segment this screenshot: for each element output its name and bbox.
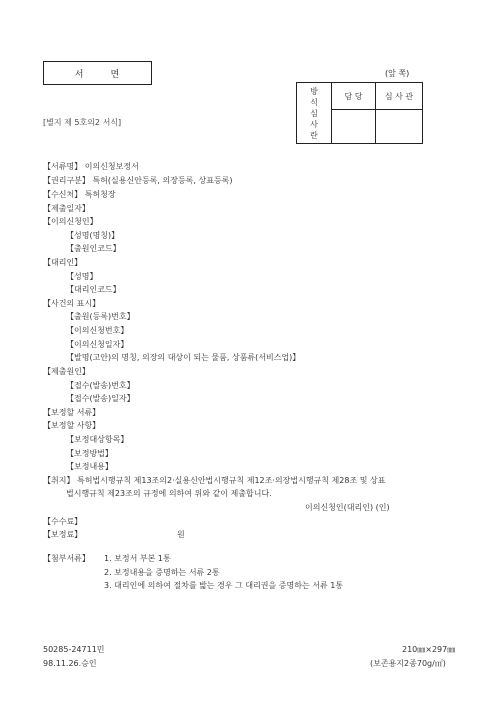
- field-amend-matter: 【보정할 사항】: [43, 421, 101, 430]
- field-case-app-no: 【출원(등록)번호】: [66, 312, 135, 321]
- field-receipt-no: 【접수(발송)번호】: [66, 381, 135, 390]
- field-case: 【사건의 표시】: [43, 299, 101, 308]
- approval-col-examiner: 심 사 관: [376, 83, 423, 110]
- field-purpose-line1: 【취지】 특허법시행규칙 제13조의2·실용신안법시행규칙 제12조·의장법시행규칙 제28조 및 상표: [43, 476, 386, 485]
- field-case-invention: 【발명(고안)의 명칭, 의장의 대상이 되는 물품, 상품류(서비스업)】: [66, 353, 301, 362]
- field-applicant-name: 【성명(명칭)】: [66, 231, 120, 240]
- approval-table: [296, 82, 423, 144]
- approval-examiner-sign-cell: [376, 110, 423, 144]
- page-side-label: (앞 쪽): [385, 69, 410, 78]
- approval-col-staff: 담 당: [332, 83, 376, 110]
- field-recipient: 【수신처】 특허청장: [43, 190, 116, 199]
- field-receipt-date: 【접수(발송)일자】: [66, 394, 135, 403]
- approval-staff-sign-cell: [332, 110, 376, 144]
- attachment-item-1: 1. 보정서 부본 1통: [104, 554, 171, 563]
- field-amend-method: 【보정방법】: [66, 449, 113, 458]
- footer-form-code: 50285-24711민: [43, 645, 105, 654]
- field-purpose-line2: 법시행규칙 제23조의 규정에 의하여 위와 같이 제출합니다.: [66, 489, 272, 498]
- field-case-opp-date: 【이의신청일자】: [66, 340, 129, 349]
- field-amend-doc: 【보정할 서류】: [43, 408, 101, 417]
- attachment-item-3: 3. 대리인에 의하여 절차를 밟는 경우 그 대리권을 증명하는 서류 1통: [104, 581, 344, 590]
- form-title-right: 면: [110, 69, 121, 80]
- field-applicant-code: 【출원인코드】: [66, 244, 121, 253]
- approval-vertical-label: 방 식 심 사 란: [297, 83, 332, 144]
- footer-paper-size: 210㎜×297㎜: [402, 645, 456, 654]
- form-title-left: 서: [74, 69, 85, 80]
- attachment-item-2: 2. 보정내용을 증명하는 서류 2통: [104, 568, 220, 577]
- field-agent: 【대리인】: [43, 258, 83, 267]
- attachments-label: 【첨부서류】: [43, 554, 90, 563]
- field-amend-fee: 【보정료】: [43, 530, 83, 539]
- footer-approval-date: 98.11.26.승인: [43, 659, 97, 668]
- footer-paper-type: (보존용지2종70g/㎡): [370, 659, 446, 668]
- field-doc-name: 【서류명】 이의신청보정서: [43, 162, 139, 171]
- field-fee: 【수수료】: [43, 517, 83, 526]
- field-agent-code: 【대리인코드】: [66, 285, 121, 294]
- field-amend-target: 【보정대상항목】: [66, 435, 129, 444]
- field-submit-date: 【제출일자】: [43, 204, 90, 213]
- field-submitter: 【제출원인】: [43, 367, 90, 376]
- field-agent-name: 【성명】: [66, 272, 98, 281]
- form-title: [43, 61, 152, 85]
- currency-won: 원: [177, 530, 185, 539]
- field-applicant: 【이의신청인】: [43, 217, 98, 226]
- field-case-opp-no: 【이의신청번호】: [66, 326, 129, 335]
- signature-line: 이의신청인(대리인) (인): [305, 503, 390, 512]
- field-amend-content: 【보정내용】: [66, 462, 113, 471]
- form-number: [별지 제 5호의2 서식]: [43, 118, 122, 127]
- field-right-type: 【권리구분】 특허(실용신안등록, 의장등록, 상표등록): [43, 176, 233, 185]
